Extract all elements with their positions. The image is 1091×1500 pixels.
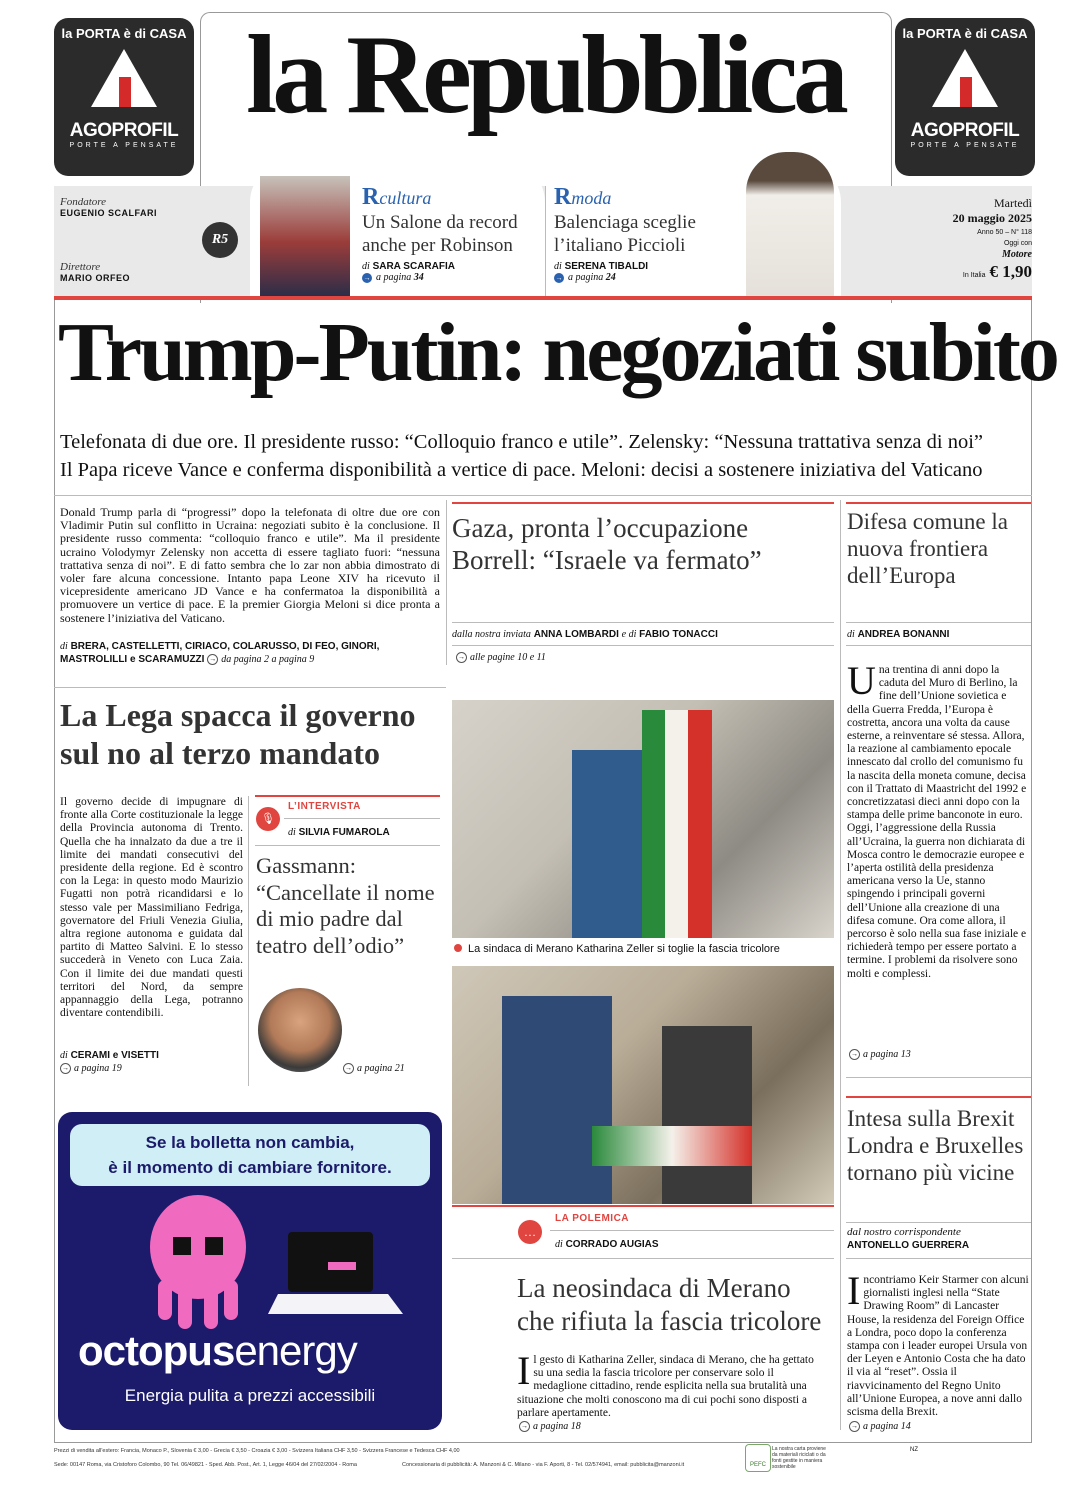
interview-pageref[interactable]: → a pagina 21 — [345, 1063, 405, 1074]
promo-cultura[interactable] — [250, 162, 545, 296]
promo-title: Balenciaga sceglie l’italiano Piccioli — [554, 212, 696, 256]
gaza-byline: dalla nostra inviata ANNA LOMBARDI e di FABIO TONACCI — [452, 629, 718, 640]
director-name: MARIO ORFEO — [60, 273, 130, 283]
founder-label: Fondatore — [60, 196, 107, 208]
masthead-red-rule — [54, 296, 1032, 300]
promo-byline: di SARA SCARAFIA — [362, 261, 455, 272]
date-day: Martedì — [994, 196, 1032, 210]
ad-sub: PORTE A PENSATE — [910, 142, 1020, 149]
rule — [550, 1230, 834, 1231]
footer-ads: Concessionaria di pubblicità: A. Manzoni & C. Milano - via F. Aporti, 8 - Tel. 02/574941, email: pubblicita@manzoni.it — [402, 1462, 685, 1468]
director-block — [60, 261, 130, 283]
lega-pageref[interactable]: → a pagina 19 — [62, 1063, 122, 1074]
europe-pageref[interactable]: → a pagina 13 — [851, 1049, 911, 1060]
ad-tagline: la PORTA è di CASA — [902, 26, 1028, 41]
polemica-title[interactable]: La neosindaca di Merano che rifiuta la fascia tricolore — [517, 1273, 822, 1336]
rule — [284, 818, 440, 819]
promo-pageref[interactable]: → a pagina 24 — [555, 272, 616, 283]
interview-portrait — [258, 988, 342, 1072]
ad-brand: AGOPROFIL — [910, 120, 1020, 141]
promo-photo — [260, 176, 350, 296]
section-rule — [54, 495, 1032, 496]
lead-body: Donald Trump parla di “progressi” dopo la telefonata di oltre due ore con Vladimir Putin sul conflitto in Ucraina: negoziati subito è la conclusione. Il presidente russo commenta: “colloquio franco e utile”. Ma il presidente ucraino Volodymyr Zelensky non accetta di essere tagliato fuori: “nessuna trattativa senza di noi”. E di fatto sembra che lo zar non abbia dimostrato di voler fare alcuna concessione. Intanto papa Leone XIV ha ricevuto il vicepresidente americano JD Vance e ha confermatoa la disponibilità a promuovere un vertice di pace. E la premier Giorgia Meloni si dice pronta a sostenere l’iniziativa del Vaticano. — [60, 505, 440, 625]
rule — [846, 1077, 1031, 1078]
lead-sub2: Il Papa riceve Vance e conferma disponibilità a vertice di pace. Meloni: decisi a sostenere iniziativa del Vaticano — [60, 459, 983, 481]
brexit-body: Incontriamo Keir Starmer con alcuni giornalisti inglesi nella “State Drawing Room” di Lancaster House, la residenza del Foreign Office a Londra, poco dopo la conferenza stampa con i leader europei Ursula von der Leyen e Antonio Costa che ha dato il via al “reset”. Ossia il riavvicinamento del Regno Unito all’Unione Europea, a nove anni dallo scisma della Brexit. — [847, 1268, 1029, 1419]
lega-body: Il governo decide di impugnare di fronte alla Corte costituzionale la legge della Provincia autonoma di Trento. Quella che ha innalzato da due a tre il limite dei mandati consecutivi del presidente della regione. Ed è scontro con la Lega: in questo modo Maurizio Fugatti non potrà ricandidarsi e lo stesso vale per Massimiliano Fedriga, governatore del Friuli Venezia Giulia, altra regione autonoma e guidata dal partito di Matteo Salvini. E lo stesso succederà in Veneto con Luca Zaia. Con il limite dei due mandati questi territori del Nord, da sempre appannaggio della Lega, potranno diventare contendibili. — [60, 796, 243, 1020]
photo-caption: La sindaca di Merano Katharina Zeller si toglie la fascia tricolore — [454, 943, 780, 955]
rule — [452, 645, 834, 646]
polemica-red-rule — [452, 1205, 834, 1207]
rule — [846, 1222, 1031, 1223]
dropcap: I — [517, 1348, 531, 1393]
lead-sub1: Telefonata di due ore. Il presidente russo: “Colloquio franco e utile”. Zelensky: “Nessuna trattativa senza di noi” — [60, 431, 984, 453]
polemica-kicker: LA POLEMICA — [555, 1213, 630, 1224]
photo-tricolore — [642, 710, 712, 938]
lead-headline[interactable]: Trump-Putin: negoziati subito — [58, 306, 1057, 399]
lead-authors: di BRERA, CASTELLETTI, CIRIACO, COLARUSSO, DI FEO, GINORI, MASTROLILLI e SCARAMUZZI → da pagina 2 a pagina 9 — [60, 641, 380, 665]
promo-photo — [746, 152, 834, 296]
lega-title[interactable]: La Lega spacca il governo sul no al terzo mandato — [60, 697, 416, 771]
promo-moda[interactable] — [546, 162, 841, 296]
rule — [452, 622, 834, 623]
europe-byline: di ANDREA BONANNI — [847, 629, 950, 640]
ad-agoprofil-right[interactable] — [895, 18, 1035, 176]
dropcap: U — [847, 658, 876, 703]
interview-title[interactable]: Gassmann: “Cancellate il nome di mio padre dal teatro dell’odio” — [256, 853, 435, 958]
founder-block — [60, 196, 157, 218]
brexit-pageref[interactable]: → a pagina 14 — [851, 1421, 911, 1432]
issue-number: Anno 50 – N° 118 — [977, 229, 1032, 236]
footer-rule — [54, 1442, 1032, 1443]
gaza-red-rule — [452, 502, 834, 504]
rule — [846, 645, 1031, 646]
gaza-pageref[interactable]: → alle pagine 10 e 11 — [458, 652, 546, 663]
ad-tagline: Energia pulita a prezzi accessibili — [124, 1386, 376, 1405]
brexit-byline: dal nostro corrispondente ANTONELLO GUERRERA — [847, 1226, 970, 1251]
rule — [255, 845, 440, 846]
gaza-title[interactable]: Gaza, pronta l’occupazione Borrell: “Israele va fermato” — [452, 513, 762, 575]
promo-title: Un Salone da record anche per Robinson — [362, 212, 518, 256]
masthead-title[interactable]: la Repubblica — [246, 13, 844, 137]
supplement-name: Motore — [1002, 249, 1032, 260]
photo-tricolore — [592, 1126, 752, 1166]
laptop-icon — [268, 1222, 408, 1322]
photo-figure — [662, 1026, 752, 1204]
ad-bubble — [70, 1124, 430, 1186]
camera-icon — [454, 944, 462, 952]
ad-line1: Se la bolletta non cambia, — [145, 1133, 355, 1152]
ad-line2: è il momento di cambiare fornitore. — [108, 1158, 392, 1177]
footer-prices: Prezzi di vendita all'estero: Francia, Monaco P., Slovenia € 3,00 - Grecia € 3,50 - Croazia € 3,00 - Svizzera Italiana CHF 3,50 - Svizzera Francese e Tedesca CHF 4,00 — [54, 1448, 460, 1454]
promo-byline: di SERENA TIBALDI — [554, 261, 649, 272]
photo-merano-1 — [452, 700, 834, 938]
house-logo-icon — [930, 47, 1000, 109]
europe-title[interactable]: Difesa comune la nuova frontiera dell’Europa — [847, 509, 1008, 588]
speech-bubble-icon: … — [518, 1220, 542, 1244]
europe-body: Una trentina di anni dopo la caduta del Muro di Berlino, la fine dell’Unione sovietica e della Guerra Fredda, l’Europa è costretta, ancora una volta da cause esterne, a reinventare sé stessa. Allora, la reazione al cambiamento epocale innescato dal crollo del comunismo fu la nascita della moneta comune, decisa con il Trattato di Maastricht del 1992 e concretizzatasi dieci anni dopo con la stampa delle prime banconote in euro. Oggi, l’aggressione della Russia all’Ucraina, la guerra non dichiarata di Mosca contro le democrazie europee e l’aperta ostilità della presidenza americana verso la Ue, stanno spingendo i principali governi dell’Unione alla creazione di una difesa comune. Ora come allora, il percorso è solo nella sua fase iniziale e richiederà tempo per essere portato a termine. I problemi da risolvere sono molti e complessi. — [847, 658, 1027, 980]
microphone-icon: 🎙 — [256, 807, 280, 831]
price: In Italia € 1,90 — [962, 262, 1032, 281]
edition-code: NZ — [910, 1447, 918, 1453]
lega-byline: di CERAMI e VISETTI — [60, 1050, 159, 1061]
photo-figure — [502, 996, 612, 1204]
octopus-mascot-icon — [138, 1192, 258, 1332]
rule — [452, 1258, 834, 1259]
promo-section: Rcultura — [362, 184, 432, 210]
dropcap: I — [847, 1268, 861, 1313]
column-divider — [248, 796, 249, 1086]
photo-merano-2 — [452, 966, 834, 1204]
ad-brand: AGOPROFIL — [69, 120, 179, 141]
supplement-label: Oggi con — [1003, 240, 1032, 247]
date-full: 20 maggio 2025 — [952, 211, 1032, 225]
ad-octopus-energy[interactable] — [58, 1112, 442, 1430]
promo-section: Rmoda — [554, 184, 612, 210]
lead-subhead — [60, 428, 1040, 484]
director-label: Direttore — [60, 261, 101, 273]
footer-address: Sede: 00147 Roma, via Cristoforo Colombo, 90 Tel. 06/49821 - Sped. Abb. Post., Art. 1, Legge 46/04 del 27/02/2004 - Roma — [54, 1462, 357, 1468]
column-divider — [446, 500, 447, 665]
pefc-note: La nostra carta proviene da materiali riciclati o da fonti gestite in maniera sostenibile — [772, 1446, 826, 1470]
dateline — [953, 196, 1032, 282]
house-logo-icon — [89, 47, 159, 109]
ad-tagline: la PORTA è di CASA — [61, 26, 187, 41]
rule — [846, 1258, 1031, 1259]
polemica-byline: di CORRADO AUGIAS — [555, 1239, 659, 1250]
ad-brand: octopusenergy — [78, 1327, 357, 1374]
page-frame-left — [54, 300, 55, 1442]
polemica-body: Il gesto di Katharina Zeller, sindaca di Merano, che ha gettato su una sedia la fascia tricolore per conservare solo il medaglione cittadino, rende esplicita nella sua brutalità una situazione che molti conoscono ma di cui pochi sono disposti a parlare apertamente. — [517, 1348, 814, 1419]
founder-name: EUGENIO SCALFARI — [60, 208, 158, 218]
polemica-pageref[interactable]: → a pagina 18 — [521, 1421, 581, 1432]
ad-sub: PORTE A PENSATE — [69, 142, 179, 149]
ad-agoprofil-left[interactable] — [54, 18, 194, 176]
brexit-red-rule — [846, 1096, 1031, 1098]
europe-red-rule — [846, 502, 1031, 504]
interview-kicker: L’INTERVISTA — [288, 801, 361, 812]
pefc-logo: PEFC — [745, 1444, 771, 1472]
brexit-title[interactable]: Intesa sulla Brexit Londra e Bruxelles tornano più vicine — [847, 1106, 1024, 1185]
promo-pageref[interactable]: → a pagina 34 — [363, 272, 424, 283]
anniversary-badge: R5 — [202, 222, 238, 258]
rule — [54, 687, 446, 688]
rule — [846, 622, 1031, 623]
column-divider — [840, 500, 841, 1430]
interview-byline: di SILVIA FUMAROLA — [288, 827, 390, 838]
interview-red-rule — [255, 795, 440, 797]
